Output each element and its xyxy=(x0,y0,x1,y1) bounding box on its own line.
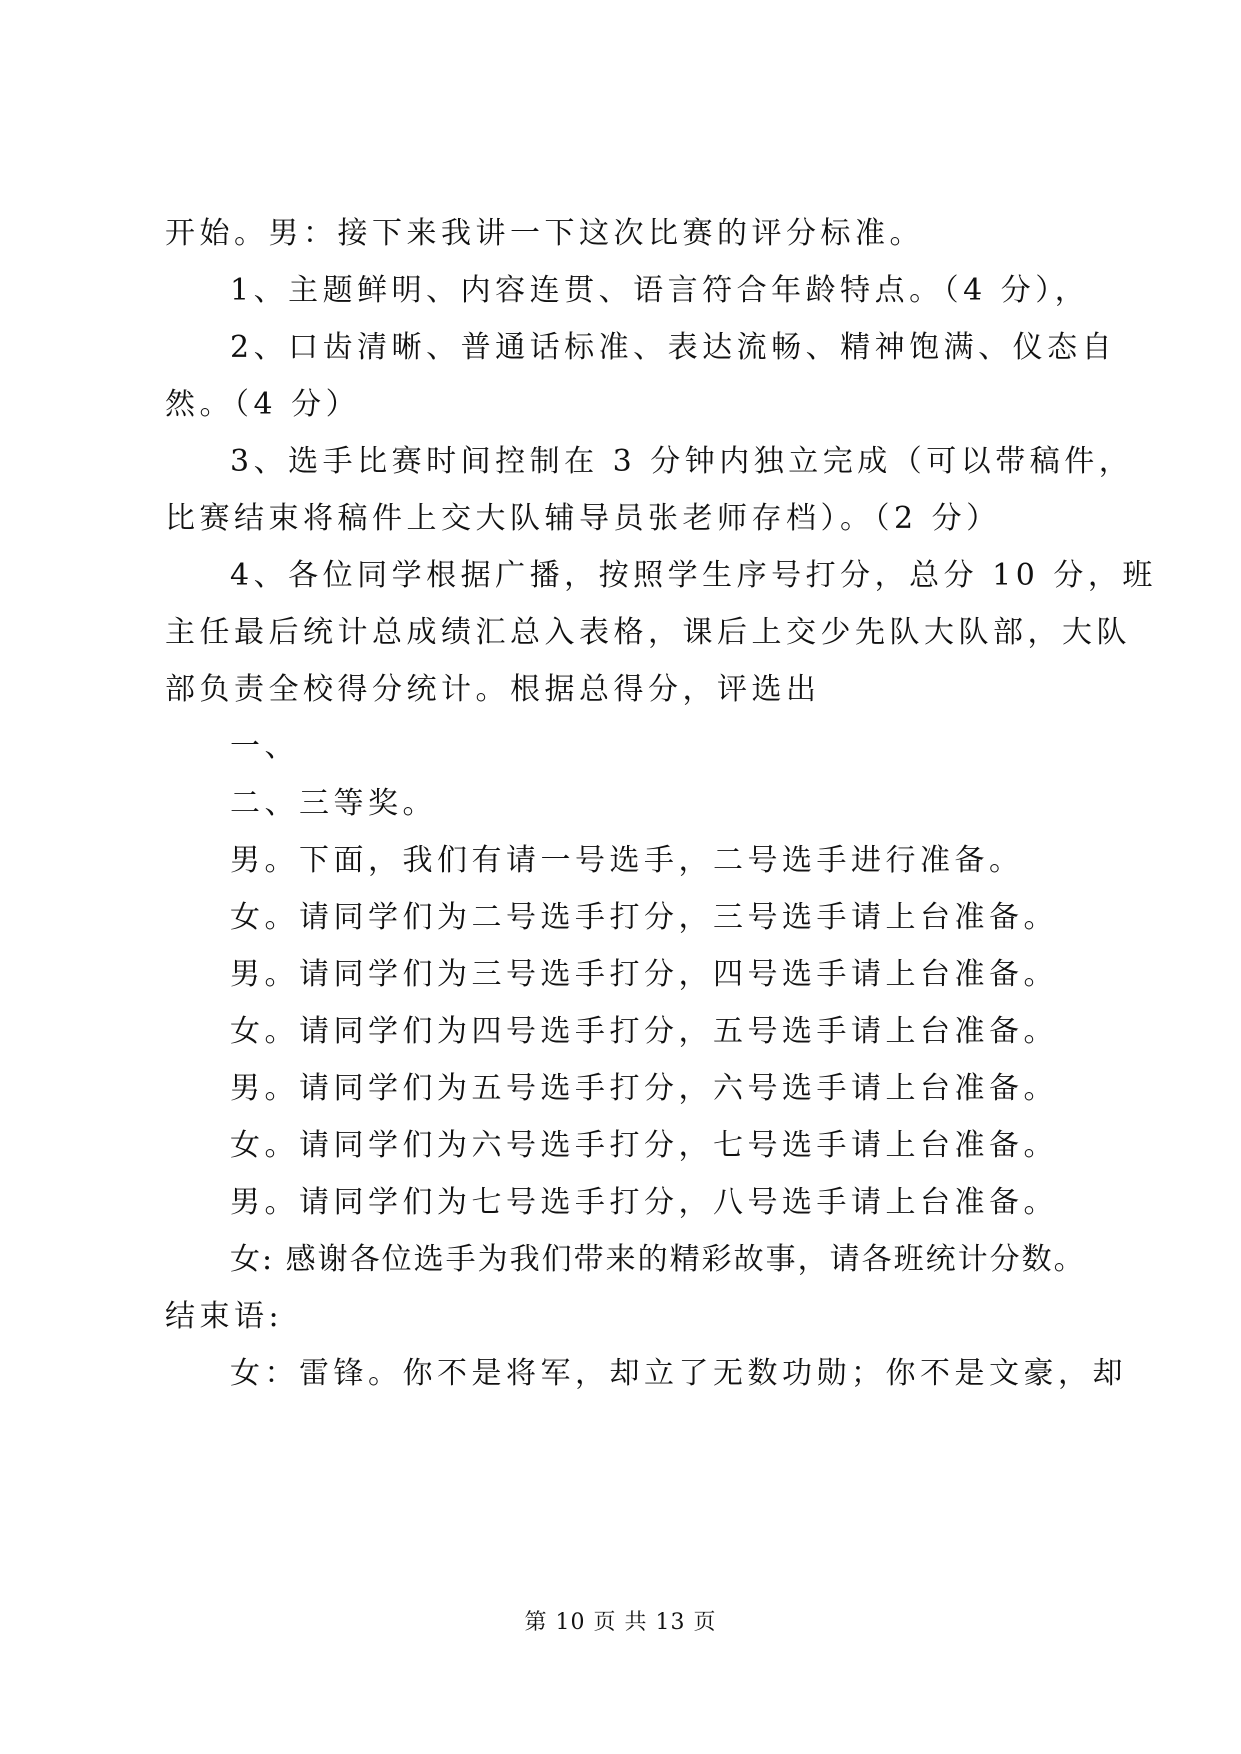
body-line-5: 3、选手比赛时间控制在 3 分钟内独立完成（可以带稿件， xyxy=(230,444,1134,479)
body-line-12: 男。下面，我们有请一号选手，二号选手进行准备。 xyxy=(230,843,1024,878)
page-number-footer: 第 10 页 共 13 页 xyxy=(524,1610,717,1635)
body-line-13: 女。请同学们为二号选手打分，三号选手请上台准备。 xyxy=(230,900,1058,935)
body-line-3: 2、口齿清晰、普通话标准、表达流畅、精神饱满、仪态自 xyxy=(230,330,1117,365)
body-line-10: 一、 xyxy=(230,729,299,764)
body-line-8: 主任最后统计总成绩汇总入表格，课后上交少先队大队部，大队 xyxy=(165,615,1131,650)
body-line-14: 男。请同学们为三号选手打分，四号选手请上台准备。 xyxy=(230,957,1058,992)
body-line-9: 部负责全校得分统计。根据总得分，评选出 xyxy=(165,672,821,707)
body-line-11: 二、三等奖。 xyxy=(230,786,437,821)
body-line-2: 1、主题鲜明、内容连贯、语言符合年龄特点。（4 分）， xyxy=(230,273,1090,308)
body-line-18: 男。请同学们为七号选手打分，八号选手请上台准备。 xyxy=(230,1185,1058,1220)
body-line-6: 比赛结束将稿件上交大队辅导员张老师存档）。（2 分） xyxy=(165,501,1001,536)
body-line-4: 然。（4 分） xyxy=(165,387,361,422)
body-line-17: 女。请同学们为六号选手打分，七号选手请上台准备。 xyxy=(230,1128,1058,1163)
body-line-1: 开始。男：接下来我讲一下这次比赛的评分标准。 xyxy=(165,216,924,251)
body-line-21: 女：雷锋。你不是将军，却立了无数功勋；你不是文豪，却 xyxy=(230,1356,1127,1391)
body-line-15: 女。请同学们为四号选手打分，五号选手请上台准备。 xyxy=(230,1014,1058,1049)
body-line-7: 4、各位同学根据广播，按照学生序号打分，总分 10 分，班 xyxy=(230,558,1157,593)
body-line-16: 男。请同学们为五号选手打分，六号选手请上台准备。 xyxy=(230,1071,1058,1106)
body-line-20: 结束语: xyxy=(165,1299,284,1334)
body-line-19: 女: 感谢各位选手为我们带来的精彩故事，请各班统计分数。 xyxy=(230,1242,1086,1277)
